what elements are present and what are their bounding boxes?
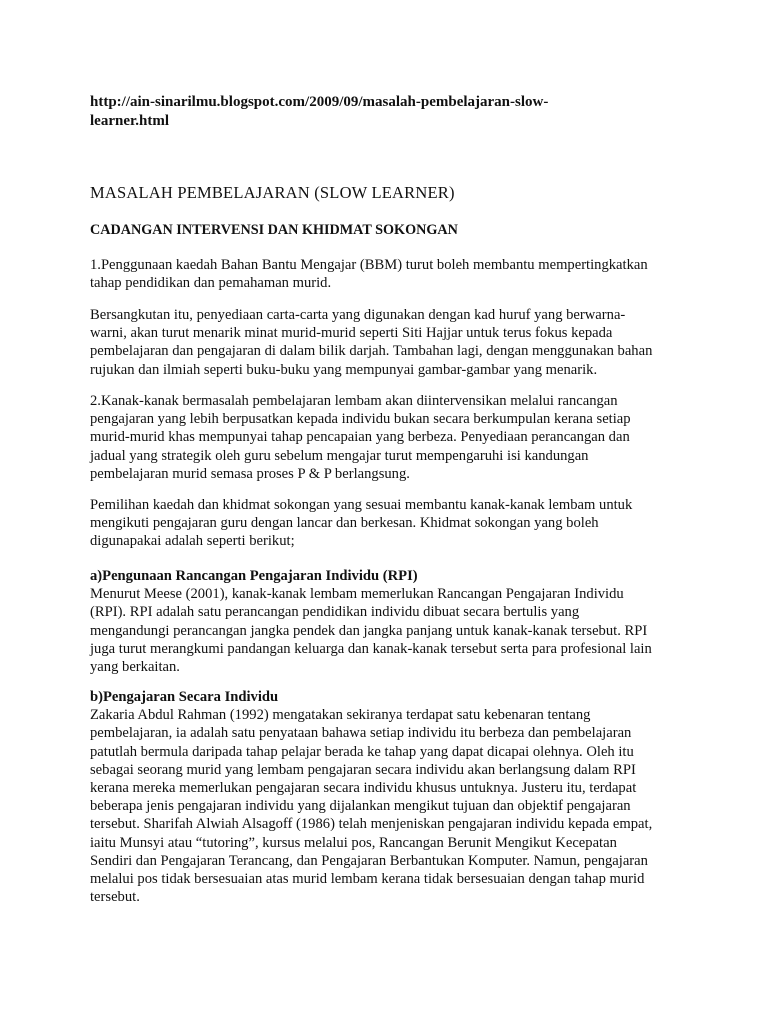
text-line: Zakaria Abdul Rahman (1992) mengatakan sekiranya terdapat satu kebenaran tentang (90, 707, 591, 724)
text-line: (RPI). RPI adalah satu perancangan pendidikan individu dibuat secara bertulis yang (90, 604, 580, 621)
text-line: 2.Kanak-kanak bermasalah pembelajaran lembam akan diintervensikan melalui rancangan (90, 393, 618, 409)
source-url[interactable] (90, 93, 630, 131)
paragraph-3 (90, 392, 680, 483)
page-subtitle: CADANGAN INTERVENSI DAN KHIDMAT SOKONGAN (90, 222, 458, 238)
text-line: pengajaran yang lebih berpusatkan kepada individu bukan secara berkumpulan kerana setiap (90, 411, 631, 428)
section-b (90, 688, 680, 906)
paragraph-4 (90, 496, 680, 551)
text-line: beberapa jenis pengajaran individu yang dijalankan mengikut tujuan dan objektif pengajaran (90, 798, 631, 815)
text-line: juga turut merangkumi pandangan keluarga dan kanak-kanak tersebut serta para profesional lain (90, 640, 652, 657)
text-line: Bersangkutan itu, penyediaan carta-carta yang digunakan dengan kad huruf yang berwarna- (90, 307, 626, 323)
paragraph-2 (90, 306, 680, 379)
text-line: murid-murid khas mempunyai tahap pencapaian yang berbeza. Penyediaan perancangan dan (90, 429, 630, 446)
text-line: melalui pos tidak bersesuaian atas murid lembam kerana tidak bersesuaian dengan tahap murid (90, 871, 645, 888)
text-line: rujukan dan ilmiah seperti buku-buku yang mempunyai gambar-gambar yang menarik. (90, 361, 598, 378)
section-a (90, 567, 680, 676)
text-line: 1.Penggunaan kaedah Bahan Bantu Mengajar (BBM) turut boleh membantu mempertingkatkan (90, 257, 648, 273)
text-line: tersebut. Sharifah Alwiah Alsagoff (1986) telah menjeniskan pengajaran individu kepada empat, (90, 816, 653, 833)
text-line: kerana mereka memerlukan pengajaran secara individu khusus untuknya. Justeru itu, terdapat (90, 780, 637, 797)
text-line: yang berkaitan. (90, 659, 180, 676)
section-a-heading: a)Pengunaan Rancangan Pengajaran Individu (RPI) (90, 568, 418, 584)
text-line: iaitu Munsyi atau “tutoring”, kursus melalui pos, Rancangan Berunit Mengikut Kecepatan (90, 834, 617, 851)
url-line: http://ain-sinarilmu.blogspot.com/2009/09/masalah-pembelajaran-slow- (90, 94, 549, 110)
text-line: pembelajaran murid semasa proses P & P berlangsung. (90, 465, 410, 482)
text-line: patutlah bermula daripada tahap pelajar berada ke tahap yang dapat dicapai olehnya. Oleh itu (90, 743, 634, 760)
page-title: MASALAH PEMBELAJARAN (SLOW LEARNER) (90, 183, 455, 202)
text-line: sebagai seorang murid yang lembam pengajaran secara individu akan berlangsung dalam RPI (90, 761, 636, 778)
url-line: learner.html (90, 113, 170, 129)
text-line: warni, akan turut menarik minat murid-murid seperti Siti Hajjar untuk terus fokus kepada (90, 325, 613, 342)
text-line: Pemilihan kaedah dan khidmat sokongan yang sesuai membantu kanak-kanak lembam untuk (90, 497, 633, 513)
text-line: digunapakai adalah seperti berikut; (90, 533, 295, 550)
text-line: pembelajaran dan pengajaran di dalam bilik darjah. Tambahan lagi, dengan menggunakan bahan (90, 343, 653, 360)
text-line: mengikuti pengajaran guru dengan lancar dan berkesan. Khidmat sokongan yang boleh (90, 515, 599, 532)
text-line: mengandungi perancangan jangka pendek dan jangka panjang untuk kanak-kanak tersebut. RPI (90, 622, 648, 639)
text-line: jadual yang strategik oleh guru sebelum mengajar turut mempengaruhi isi kandungan (90, 447, 589, 464)
text-line: tahap pendidikan dan pemahaman murid. (90, 275, 332, 292)
section-b-heading: b)Pengajaran Secara Individu (90, 689, 279, 705)
text-line: pembelajaran, ia adalah satu penyataan bahawa setiap individu itu berbeza dan pembelajaran (90, 725, 632, 742)
text-line: tersebut. (90, 889, 140, 906)
text-line: Sendiri dan Pengajaran Terancang, dan Pengajaran Berbantukan Komputer. Namun, pengajaran (90, 852, 648, 869)
paragraph-1 (90, 256, 680, 292)
text-line: Menurut Meese (2001), kanak-kanak lembam memerlukan Rancangan Pengajaran Individu (90, 586, 624, 603)
